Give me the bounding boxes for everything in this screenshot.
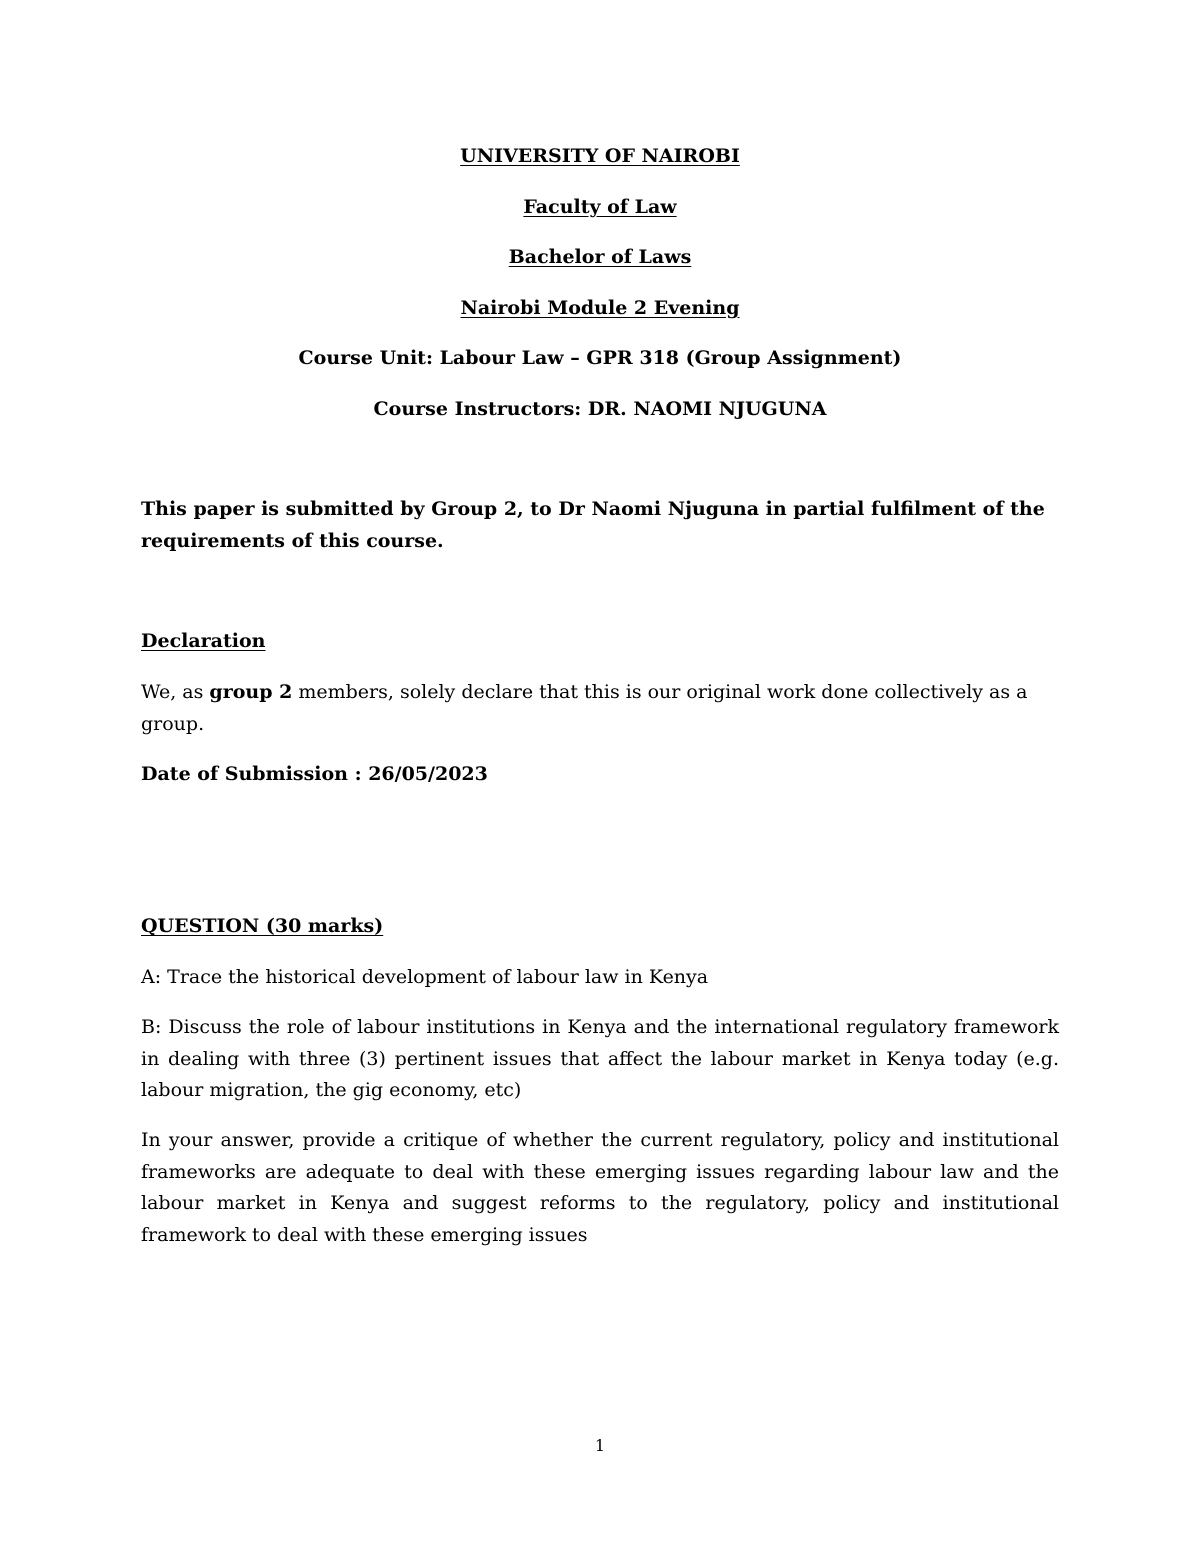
faculty-title: Faculty of Law [523, 196, 677, 218]
module-title: Nairobi Module 2 Evening [460, 297, 740, 319]
course-instructors: Course Instructors: DR. NAOMI NJUGUNA [373, 398, 827, 420]
declaration-text [141, 677, 1059, 740]
question-instructions: In your answer, provide a critique of whether the current regulatory, policy and institutional frameworks are adequate to deal with these emerging issues regarding labour law and the labour market in Kenya and suggest reforms to the regulatory, policy and institutional framework to deal with these emerging issues [141, 1129, 1059, 1246]
declaration-group-name: group 2 [209, 681, 293, 703]
page-number: 1 [594, 1436, 606, 1455]
course-unit: Course Unit: Labour Law – GPR 318 (Group Assignment) [298, 347, 902, 369]
university-title: UNIVERSITY OF NAIROBI [460, 145, 740, 167]
degree-title: Bachelor of Laws [508, 246, 692, 268]
question-heading: QUESTION (30 marks) [141, 915, 384, 937]
question-part-a: A: Trace the historical development of labour law in Kenya [141, 966, 709, 988]
declaration-heading: Declaration [141, 630, 266, 652]
question-part-b: B: Discuss the role of labour institutions in Kenya and the international regulatory framework in dealing with three (3) pertinent issues that affect the labour market in Kenya today (e.g. labour migration, the gig economy, etc) [141, 1016, 1059, 1101]
declaration-text-start: We, as [141, 681, 210, 703]
declaration-text-end: members, solely declare that this is our original work done collectively as a group. [141, 681, 1028, 735]
submission-statement: This paper is submitted by Group 2, to Dr Naomi Njuguna in partial fulfilment of the requirements of this course. [141, 498, 1045, 552]
submission-date: Date of Submission : 26/05/2023 [141, 763, 488, 785]
